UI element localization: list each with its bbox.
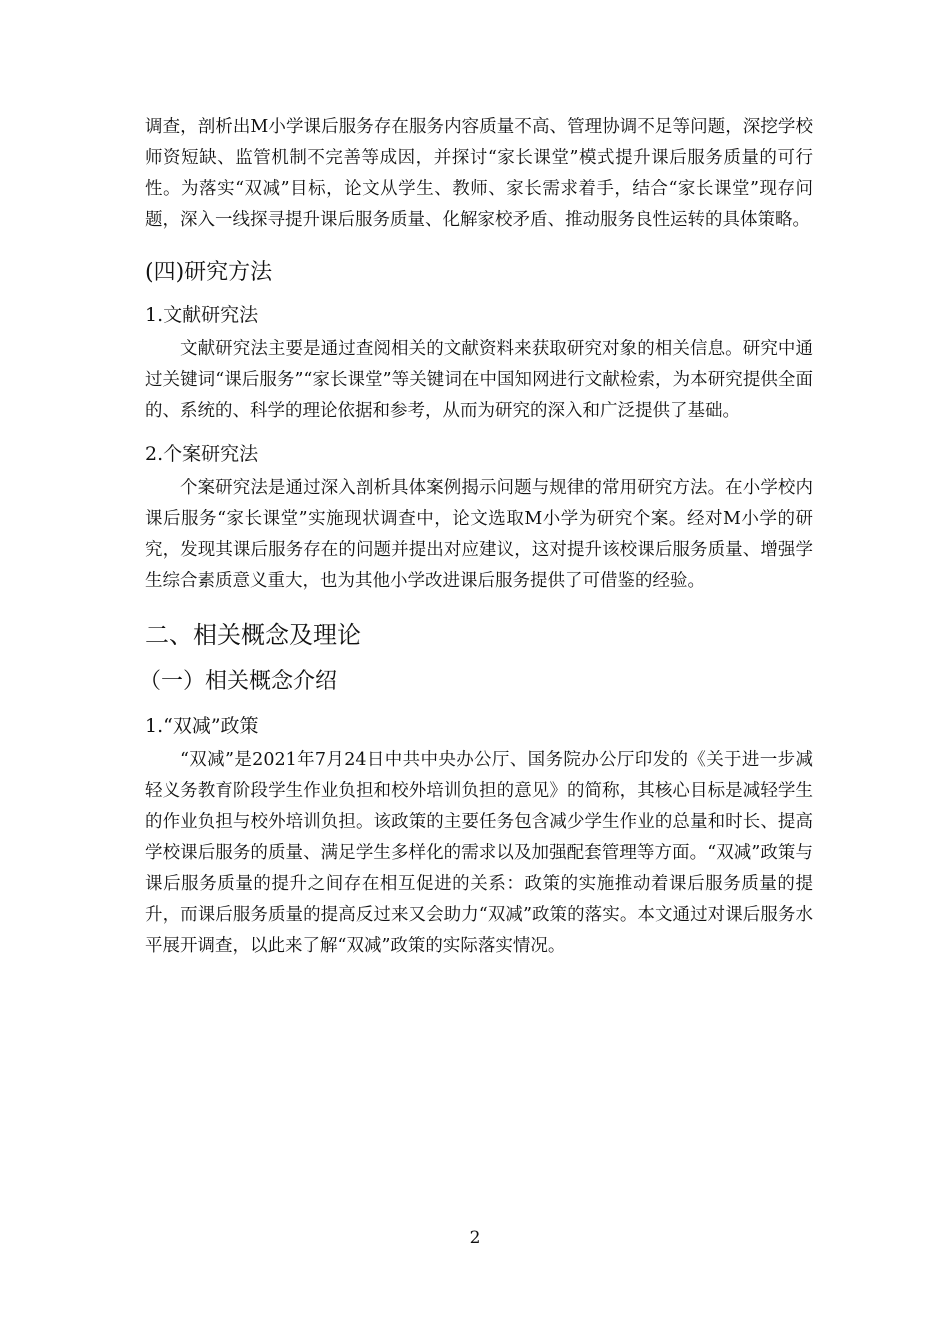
method2-heading: 2.个案研究法 xyxy=(145,443,259,465)
section1-heading: （一）相关概念介绍 xyxy=(139,669,338,694)
intro-paragraph: 调查，剖析出M小学课后服务存在服务内容质量不高、管理协调不足等问题，深挖学校师资短缺、监管机制不完善等成因，并探讨“家长课堂”模式提升课后服务质量的可行性。为落实“双减”目标，论文从学生、教师、家长需求着手，结合“家长课堂”现存问题，深入一线探寻提升课后服务质量、化解家校矛盾、推动服务良性运转的具体策略。 xyxy=(145,117,813,230)
page-number: 2 xyxy=(469,1228,481,1248)
method2-paragraph: 个案研究法是通过深入剖析具体案例揭示问题与规律的常用研究方法。在小学校内课后服务“家长课堂”实施现状调查中，论文选取M小学为研究个案。经对M小学的研究，发现其课后服务存在的问题并提出对应建议，这对提升该校课后服务质量、增强学生综合素质意义重大，也为其他小学改进课后服务提供了可借鉴的经验。 xyxy=(145,478,813,591)
method1-paragraph: 文献研究法主要是通过查阅相关的文献资料来获取研究对象的相关信息。研究中通过关键词“课后服务”“家长课堂”等关键词在中国知网进行文献检索，为本研究提供全面的、系统的、科学的理论依据和参考，从而为研究的深入和广泛提供了基础。 xyxy=(145,339,813,421)
concept1-paragraph: “双减”是2021年7月24日中共中央办公厅、国务院办公厅印发的《关于进一步减轻义务教育阶段学生作业负担和校外培训负担的意见》的简称，其核心目标是减轻学生的作业负担与校外培训负担。该政策的主要任务包含减少学生作业的总量和时长、提高学校课后服务的质量、满足学生多样化的需求以及加强配套管理等方面。“双减”政策与课后服务质量的提升之间存在相互促进的关系：政策的实施推动着课后服务质量的提升，而课后服务质量的提高反过来又会助力“双减”政策的落实。本文通过对课后服务水平展开调查，以此来了解“双减”政策的实际落实情况。 xyxy=(145,750,813,956)
chapter2-heading: 二、相关概念及理论 xyxy=(145,621,361,649)
section-methods-heading: (四)研究方法 xyxy=(145,260,273,285)
page-content xyxy=(139,112,813,962)
concept1-heading: 1.“双减”政策 xyxy=(145,715,259,737)
method1-heading: 1.文献研究法 xyxy=(145,304,259,326)
